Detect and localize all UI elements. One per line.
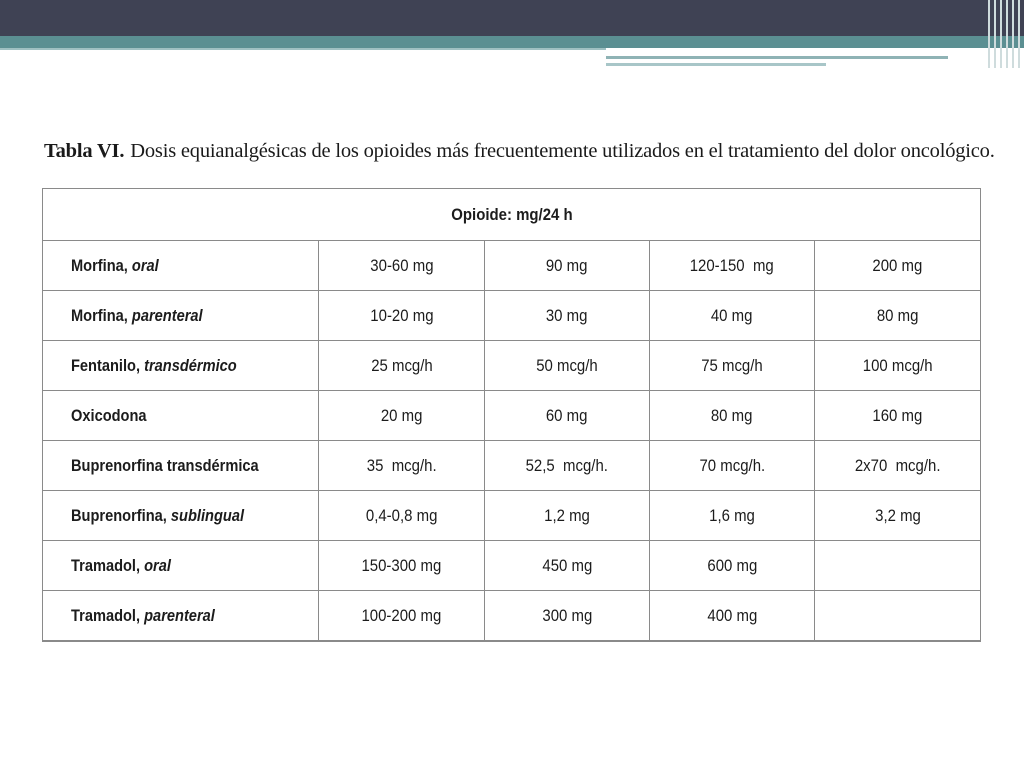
opioid-name: Buprenorfina transdérmica	[71, 455, 259, 475]
dose-cell	[815, 391, 981, 441]
dose-value: 52,5 mcg/h.	[525, 455, 609, 475]
opioid-route: sublingual	[170, 505, 245, 525]
dose-cell	[485, 541, 650, 591]
opioid-name: Buprenorfina,	[71, 505, 171, 525]
table-row	[43, 441, 981, 491]
dose-cell	[319, 541, 485, 591]
table-header: Opioide: mg/24 h	[43, 189, 981, 241]
table-title-label: Tabla VI.	[44, 140, 125, 162]
dose-cell	[319, 241, 485, 291]
table-row	[43, 391, 981, 441]
dose-value: 200 mg	[872, 255, 923, 275]
slide-teal-band	[0, 36, 1024, 48]
dose-cell	[319, 591, 485, 642]
dose-cell	[485, 441, 650, 491]
dose-cell	[815, 591, 981, 642]
dose-value: 400 mg	[707, 605, 757, 625]
table-row	[43, 291, 981, 341]
dose-cell	[650, 291, 815, 341]
opioid-route: oral	[144, 555, 171, 575]
opioid-name: Morfina,	[71, 255, 132, 275]
opioid-name-cell	[43, 391, 319, 441]
dose-value: 100-200 mg	[361, 605, 442, 625]
dose-cell	[815, 291, 981, 341]
dose-value: 70 mcg/h.	[699, 455, 765, 475]
opioid-name-cell	[43, 591, 319, 642]
opioid-route: oral	[131, 255, 159, 275]
dose-cell	[815, 241, 981, 291]
dose-value: 80 mg	[711, 405, 753, 425]
dose-cell	[650, 391, 815, 441]
opioid-route: transdérmico	[144, 355, 237, 375]
table-body	[43, 241, 981, 642]
table-title-text: Dosis equianalgésicas de los opioides más frecuentemente utilizados en el tratamiento del dolor oncológico.	[130, 140, 995, 162]
table-row	[43, 491, 981, 541]
slide-top-bar	[0, 0, 1024, 36]
dose-cell	[650, 591, 815, 642]
dose-cell	[485, 491, 650, 541]
dose-cell	[485, 341, 650, 391]
opioid-name: Oxicodona	[71, 405, 147, 425]
opioid-name-cell	[43, 541, 319, 591]
table-title	[44, 140, 995, 163]
dose-value: 2x70 mcg/h.	[854, 455, 941, 475]
dose-value: 25 mcg/h	[370, 355, 433, 375]
dose-value: 120-150 mg	[689, 255, 774, 275]
opioid-name: Tramadol,	[71, 555, 145, 575]
dose-value: 100 mcg/h	[862, 355, 933, 375]
dose-value: 150-300 mg	[361, 555, 442, 575]
slide-corner-ornament	[986, 0, 1024, 68]
dose-value: 50 mcg/h	[536, 355, 598, 375]
dose-cell	[485, 591, 650, 642]
dose-value: 75 mcg/h	[701, 355, 763, 375]
dose-cell	[485, 241, 650, 291]
dose-cell	[319, 391, 485, 441]
opioid-name: Morfina,	[71, 305, 132, 325]
opioid-name: Tramadol,	[71, 605, 145, 625]
slide-accent-line	[606, 63, 826, 66]
dose-cell	[815, 541, 981, 591]
dose-value: 1,6 mg	[709, 505, 755, 525]
table-row	[43, 241, 981, 291]
dose-cell	[319, 441, 485, 491]
table-row	[43, 591, 981, 642]
dose-value: 30-60 mg	[369, 255, 434, 275]
slide-teal-band-highlight	[0, 48, 606, 50]
opioid-name-cell	[43, 491, 319, 541]
dose-cell	[485, 391, 650, 441]
table-row	[43, 341, 981, 391]
opioid-name-cell	[43, 341, 319, 391]
dose-cell	[815, 441, 981, 491]
dose-value: 300 mg	[542, 605, 592, 625]
dose-cell	[650, 491, 815, 541]
slide-accent-line	[606, 56, 948, 59]
dose-value: 450 mg	[542, 555, 592, 575]
dose-cell	[319, 341, 485, 391]
opioid-name-cell	[43, 441, 319, 491]
dose-value: 160 mg	[872, 405, 923, 425]
dose-value: 60 mg	[546, 405, 588, 425]
dose-cell	[650, 541, 815, 591]
table-header-row	[43, 189, 981, 241]
dose-value: 0,4-0,8 mg	[365, 505, 438, 525]
dose-cell	[650, 341, 815, 391]
dose-value: 20 mg	[380, 405, 423, 425]
dose-value: 1,2 mg	[544, 505, 590, 525]
dose-value: 600 mg	[707, 555, 757, 575]
dose-cell	[319, 291, 485, 341]
dose-value: 3,2 mg	[874, 505, 921, 525]
dose-cell	[815, 341, 981, 391]
opioid-name-cell	[43, 241, 319, 291]
dose-cell	[650, 241, 815, 291]
opioid-name-cell	[43, 291, 319, 341]
dose-value: 10-20 mg	[369, 305, 434, 325]
dose-cell	[485, 291, 650, 341]
dose-cell	[650, 441, 815, 491]
table-row	[43, 541, 981, 591]
opioid-route: parenteral	[131, 305, 203, 325]
opioid-route: parenteral	[144, 605, 215, 625]
dose-cell	[319, 491, 485, 541]
opioid-name: Fentanilo,	[71, 355, 145, 375]
dose-value: 40 mg	[711, 305, 753, 325]
dose-cell	[815, 491, 981, 541]
dose-table	[42, 188, 981, 642]
dose-value: 90 mg	[546, 255, 588, 275]
dose-value: 30 mg	[546, 305, 588, 325]
dose-value: 80 mg	[876, 305, 919, 325]
dose-value: 35 mcg/h.	[366, 455, 437, 475]
